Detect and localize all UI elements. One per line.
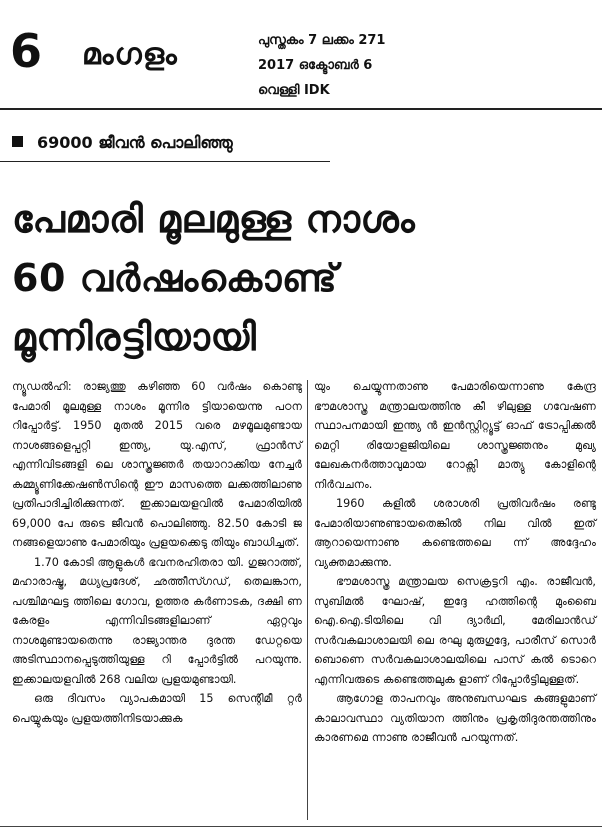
footer-divider (0, 826, 602, 827)
masthead-logo: മംഗളം (82, 37, 178, 72)
day-line: വെള്ളി IDK (258, 83, 330, 98)
kicker (12, 133, 233, 153)
article-paragraph: 1.70 കോടി ആളുകൾ ഭവനരഹിതരാ യി. ഗുജറാത്ത്, മഹാരാഷ്ട്ര, മധ്യപ്രദേശ്, ഛത്തീസ്ഗഡ്, തെലങ്കാന, പശ്ചിമഘട്ട ത്തിലെ ഗോവ, ഉത്തര കർണാടക, ദക്ഷി ണ കേരളം എന്നിവിടങ്ങളിലാണ് ഏറ്റവും നാശമുണ്ടായതെന്നു രാജ്യാന്തര ദുരന്ത ഡേറ്റയെ അടിസ്ഥാനപ്പെടുത്തിയുള്ള റി പ്പോർട്ടിൽ പറയുന്നു. ഇക്കാലയളവിൽ 268 വലിയ പ്രളയമുണ്ടായി. (12, 555, 302, 686)
column-divider (307, 380, 308, 820)
article-column-right (314, 377, 596, 748)
issue-line: പുസ്തകം 7 ലക്കം 271 (258, 33, 386, 48)
headline-line-3: മൂന്നിരട്ടിയായി (12, 315, 257, 359)
headline (12, 190, 597, 367)
article-paragraph: ഒരു ദിവസം വ്യാപകമായി 15 സെന്റിമീ റ്റർ പെയ്യുകയും പ്രളയത്തിനിടയാക്കുക (12, 692, 302, 725)
square-bullet-icon (12, 136, 23, 147)
headline-line-2: 60 വർഷംകൊണ്ട് (12, 256, 338, 300)
article-paragraph: ന്യൂഡൽഹി: രാജ്യത്തു കഴിഞ്ഞ 60 വർഷം കൊണ്ടു പേമാരി മൂലമുള്ള നാശം മൂന്നിര ട്ടിയായെന്നു പഠന റിപ്പോർട്ട്. 1950 മുതൽ 2015 വരെ മഴമൂലമുണ്ടായ നാശങ്ങളെപ്പറ്റി ഇന്ത്യ, യു.എസ്, ഫ്രാൻസ് എന്നിവിടങ്ങളി ലെ ശാസ്ത്രജ്ഞർ തയാറാക്കിയ നേച്ചർ കമ്മ്യൂണിക്കേഷൺസിന്റെ ഈ മാസത്തെ ലക്കത്തിലാണു പ്രതിപാദിച്ചിരിക്കുന്നത്. ഇക്കാലയളവിൽ പേമാരിയിൽ 69,000 പേ രുടെ ജീവൻ പൊലിഞ്ഞു. 82.50 കോടി ജ നങ്ങളെയാണു പേമാരിയും പ്രളയക്കെടു തിയും ബാധിച്ചത്. (12, 380, 302, 549)
article-paragraph: ആഗോള താപനവും അനുബന്ധഘട കങ്ങളുമാണ് കാലാവസ്ഥാ വ്യതിയാന ത്തിനും പ്രകൃതിദുരന്തത്തിനും കാരണമെ ന്നാണു രാജീവൻ പറയുന്നത്. (314, 692, 596, 744)
article-column-left (12, 377, 302, 728)
date-line: 2017 ഒക്ടോബർ 6 (258, 58, 373, 73)
issue-info (258, 28, 385, 103)
article-paragraph: യും ചെയ്യുന്നതാണു പേമാരിയെന്നാണു കേന്ദ്ര ഭൗമശാസ്ത്ര മന്ത്രാലയത്തിനു കീ ഴിലുള്ള ഗവേഷണ സ്ഥാപനമായി ഇന്ത്യ ൻ ഇൻസ്റ്റിറ്റ്യൂട്ട് ഓഫ് ട്രോപ്പിക്കൽ മെറ്റി രിയോളജിയിലെ ശാസ്ത്രജ്ഞനും മുഖ്യ ലേഖകനർത്താവുമായ റോക്സി മാത്യു കോളിന്റെ നിർവചനം. (314, 380, 596, 491)
kicker-text: 69000 ജീവൻ പൊലിഞ്ഞു (37, 133, 233, 152)
article-paragraph: ഭൗമശാസ്ത്ര മന്ത്രാലയ സെക്രട്ടറി എം. രാജീവൻ, സുബിമൽ ഘോഷ്, ഇദ്ദേ ഹത്തിന്റെ മുംബൈ ഐ.ഐ.ടിയിലെ വി ദ്യാർഥി, മേരിലാൻഡ് സർവകലാശാലയി ലെ രഘു മുരുഗുദ്ദേ, പാരീസ് സൊർ ബൊണെ സർവകലാശാലയിലെ പാസ് കൽ ടൊറെ എന്നിവരുടെ കണ്ടെത്തലുക ളാണ് റിപ്പോർട്ടിലുള്ളത്. (314, 575, 596, 686)
page-number: 6 (10, 24, 42, 78)
header-divider (0, 108, 602, 110)
kicker-divider (0, 161, 330, 162)
article-paragraph: 1960 കളിൽ ശരാശരി പ്രതിവർഷം രണ്ടു പേമാരിയാണുണ്ടായതെങ്കിൽ നില വിൽ ഇത് ആറായെന്നാണു കണ്ടെത്തലെ ന്ന് അദ്ദേഹം വ്യക്തമാക്കുന്നു. (314, 497, 596, 569)
headline-line-1: പേമാരി മൂലമുള്ള നാശം (12, 197, 416, 241)
